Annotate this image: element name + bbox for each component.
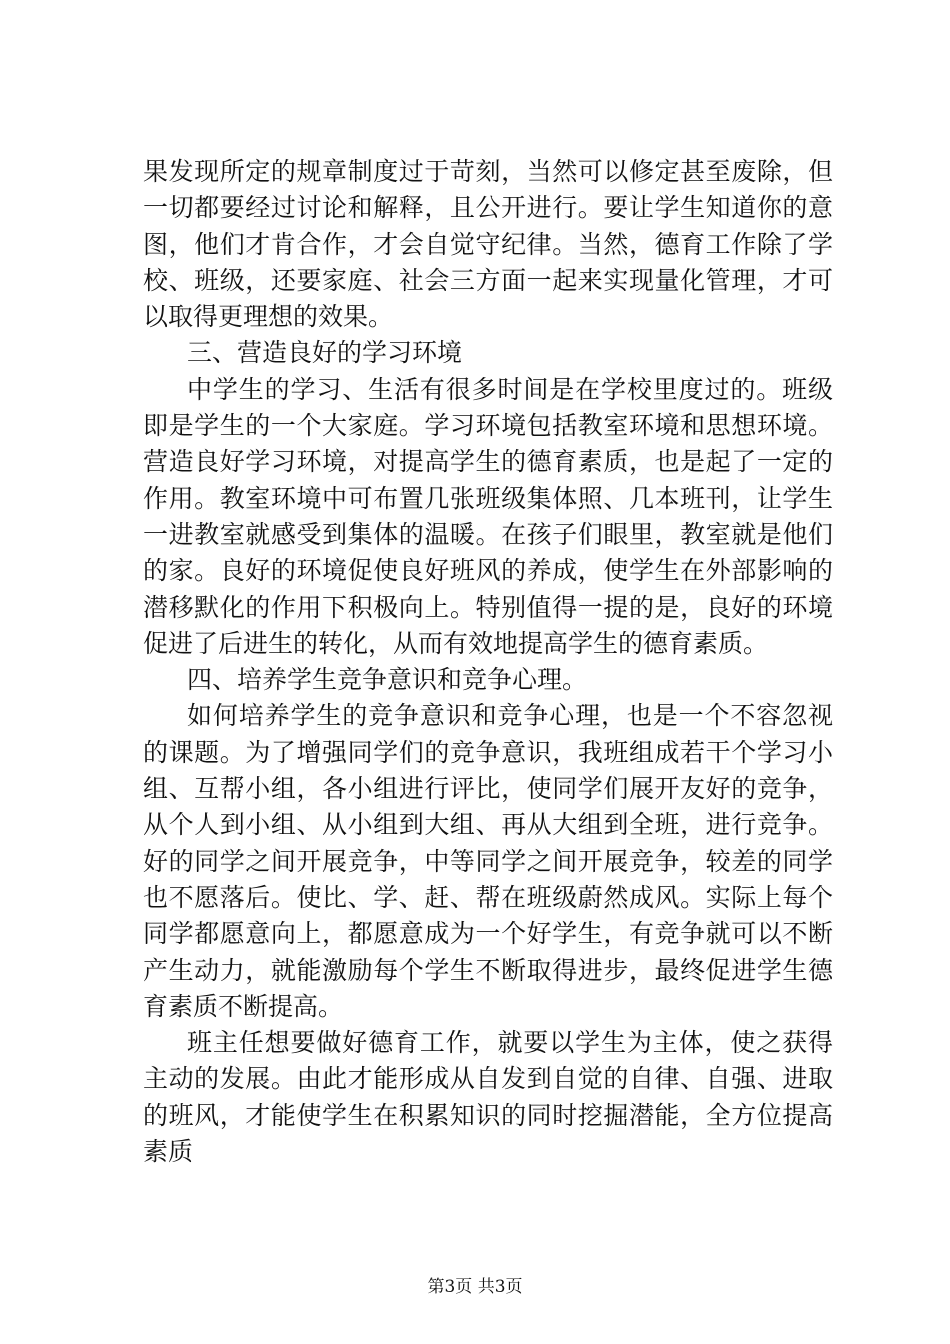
section-heading: 四、培养学生竞争意识和竞争心理。 <box>187 665 588 695</box>
text-line: 素质 <box>143 1137 194 1167</box>
document-body <box>143 154 833 1170</box>
text-line: 图，他们才肯合作，才会自觉守纪律。当然，德育工作除了学 <box>143 229 833 259</box>
text-line: 校、班级，还要家庭、社会三方面一起来实现量化管理，才可 <box>143 265 833 295</box>
text-line: 主动的发展。由此才能形成从自发到自觉的自律、自强、进取 <box>143 1064 833 1094</box>
text-line: 作用。教室环境中可布置几张班级集体照、几本班刊，让学生 <box>143 483 833 513</box>
text-line: 好的同学之间开展竞争，中等同学之间开展竞争，较差的同学 <box>143 846 833 876</box>
text-line: 促进了后进生的转化，从而有效地提高学生的德育素质。 <box>143 628 769 658</box>
text-line: 也不愿落后。使比、学、赶、帮在班级蔚然成风。实际上每个 <box>143 882 833 912</box>
text-line: 的课题。为了增强同学们的竞争意识，我班组成若干个学习小 <box>143 737 833 767</box>
section-heading: 三、营造良好的学习环境 <box>187 338 463 368</box>
text-line: 营造良好学习环境，对提高学生的德育素质，也是起了一定的 <box>143 447 833 477</box>
text-line: 潜移默化的作用下积极向上。特别值得一提的是，良好的环境 <box>143 592 833 622</box>
text-line: 班主任想要做好德育工作，就要以学生为主体，使之获得 <box>187 1028 833 1058</box>
text-line: 一进教室就感受到集体的温暖。在孩子们眼里，教室就是他们 <box>143 519 833 549</box>
text-line: 的家。良好的环境促使良好班风的养成，使学生在外部影响的 <box>143 556 833 586</box>
page-number-label: 第3页 共3页 <box>427 1277 523 1297</box>
text-line: 如何培养学生的竞争意识和竞争心理，也是一个不容忽视 <box>187 701 833 731</box>
text-line: 的班风，才能使学生在积累知识的同时挖掘潜能，全方位提高 <box>143 1100 833 1130</box>
page-footer <box>0 1275 950 1299</box>
text-line: 组、互帮小组，各小组进行评比，使同学们展开友好的竞争， <box>143 774 833 804</box>
text-line: 果发现所定的规章制度过于苛刻，当然可以修定甚至废除，但 <box>143 157 833 186</box>
text-line: 即是学生的一个大家庭。学习环境包括教室环境和思想环境。 <box>143 411 833 441</box>
text-line: 同学都愿意向上，都愿意成为一个好学生，有竞争就可以不断 <box>143 919 833 949</box>
text-line: 一切都要经过讨论和解释，且公开进行。要让学生知道你的意 <box>143 193 833 223</box>
text-line: 产生动力，就能激励每个学生不断取得进步，最终促进学生德 <box>143 955 833 985</box>
text-line: 以取得更理想的效果。 <box>143 302 394 332</box>
text-line: 中学生的学习、生活有很多时间是在学校里度过的。班级 <box>187 374 833 404</box>
text-line: 从个人到小组、从小组到大组、再从大组到全班，进行竞争。 <box>143 810 833 840</box>
text-line: 育素质不断提高。 <box>143 991 344 1021</box>
